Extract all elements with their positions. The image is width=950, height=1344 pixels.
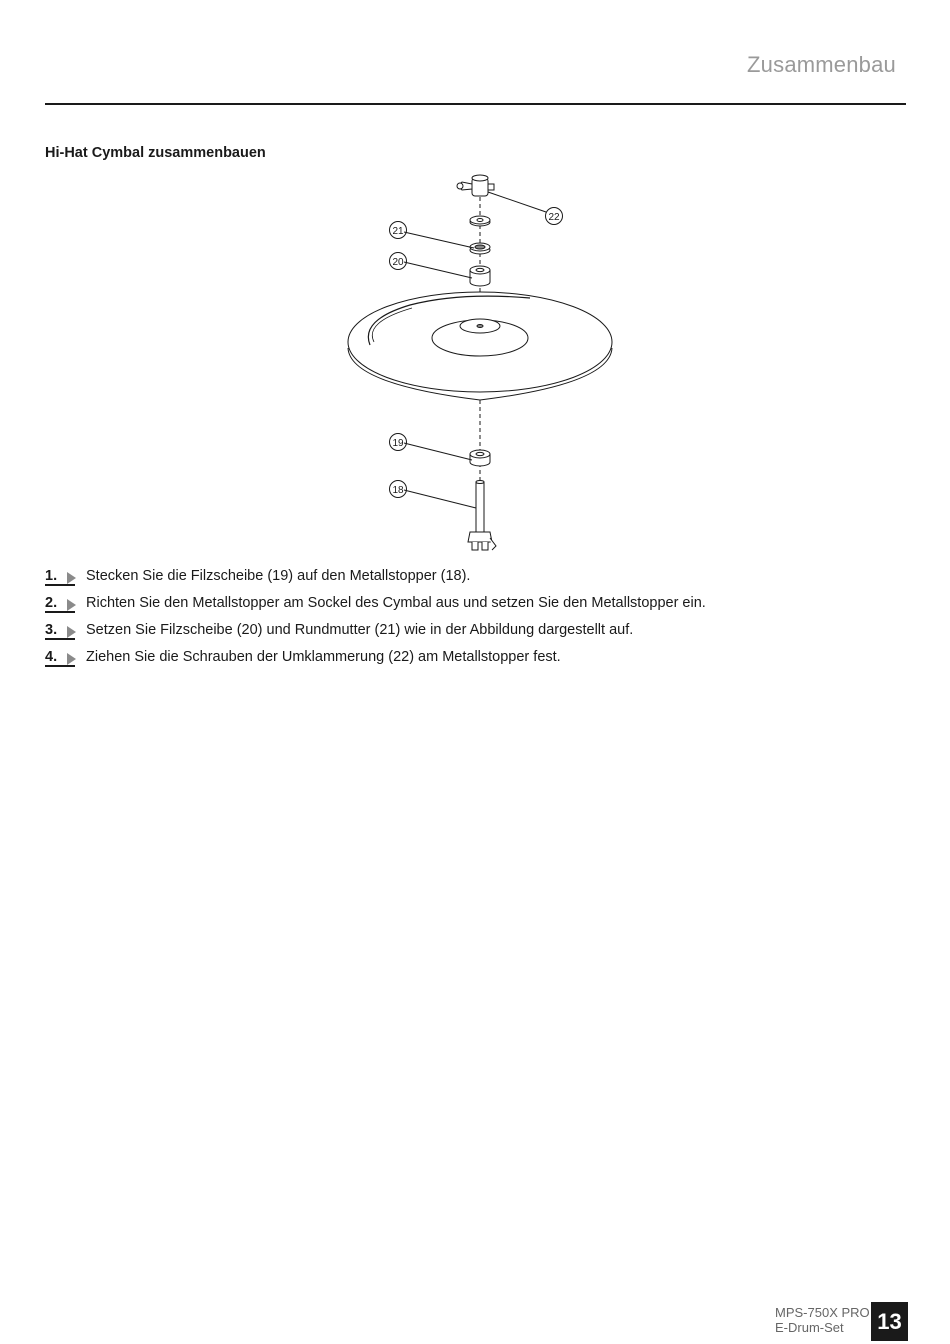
step-number: 4. xyxy=(45,649,58,665)
page-number: 13 xyxy=(871,1302,908,1341)
step-text: Ziehen Sie die Schrauben der Umklammerung (22) am Metallstopper fest. xyxy=(86,649,561,665)
step-underline xyxy=(45,584,75,586)
arrow-right-icon xyxy=(67,653,76,665)
page-section-header: Zusammenbau xyxy=(747,52,896,77)
felt-part-19 xyxy=(470,450,490,466)
arrow-right-icon xyxy=(67,599,76,611)
callout-19: 19 xyxy=(392,438,404,449)
header-divider xyxy=(45,103,906,105)
step-underline xyxy=(45,638,75,640)
callout-20: 20 xyxy=(392,257,404,268)
arrow-right-icon xyxy=(67,572,76,584)
assembly-steps xyxy=(45,566,706,674)
step-text: Richten Sie den Metallstopper am Sockel des Cymbal aus und setzen Sie den Metallstopper ein. xyxy=(86,595,706,611)
step-number: 1. xyxy=(45,568,58,584)
hihat-assembly-diagram xyxy=(330,170,630,560)
stopper-part-18 xyxy=(468,481,496,551)
section-title: Hi-Hat Cymbal zusammenbauen xyxy=(45,145,266,161)
footer-model-name: MPS-750X PRO xyxy=(775,1305,870,1320)
wingnut-part-21 xyxy=(470,243,490,254)
step-item xyxy=(45,566,706,593)
step-marker xyxy=(45,647,86,667)
step-number: 2. xyxy=(45,595,58,611)
clamp-part-22 xyxy=(457,175,494,196)
step-marker xyxy=(45,593,86,613)
footer-product-info xyxy=(775,1305,870,1335)
step-underline xyxy=(45,611,75,613)
step-text: Stecken Sie die Filzscheibe (19) auf den Metallstopper (18). xyxy=(86,568,471,584)
callout-21: 21 xyxy=(392,226,404,237)
step-underline xyxy=(45,665,75,667)
felt-part-20 xyxy=(470,266,490,286)
cymbal-disc xyxy=(348,292,612,400)
arrow-right-icon xyxy=(67,626,76,638)
step-item xyxy=(45,593,706,620)
step-item xyxy=(45,647,706,674)
step-marker xyxy=(45,620,86,640)
washer-top xyxy=(470,216,490,226)
step-marker xyxy=(45,566,86,586)
callout-22: 22 xyxy=(548,212,560,223)
step-number: 3. xyxy=(45,622,58,638)
step-item xyxy=(45,620,706,647)
footer-product-type: E-Drum-Set xyxy=(775,1320,844,1335)
step-text: Setzen Sie Filzscheibe (20) und Rundmutter (21) wie in der Abbildung dargestellt auf. xyxy=(86,622,634,638)
callout-18: 18 xyxy=(392,485,404,496)
